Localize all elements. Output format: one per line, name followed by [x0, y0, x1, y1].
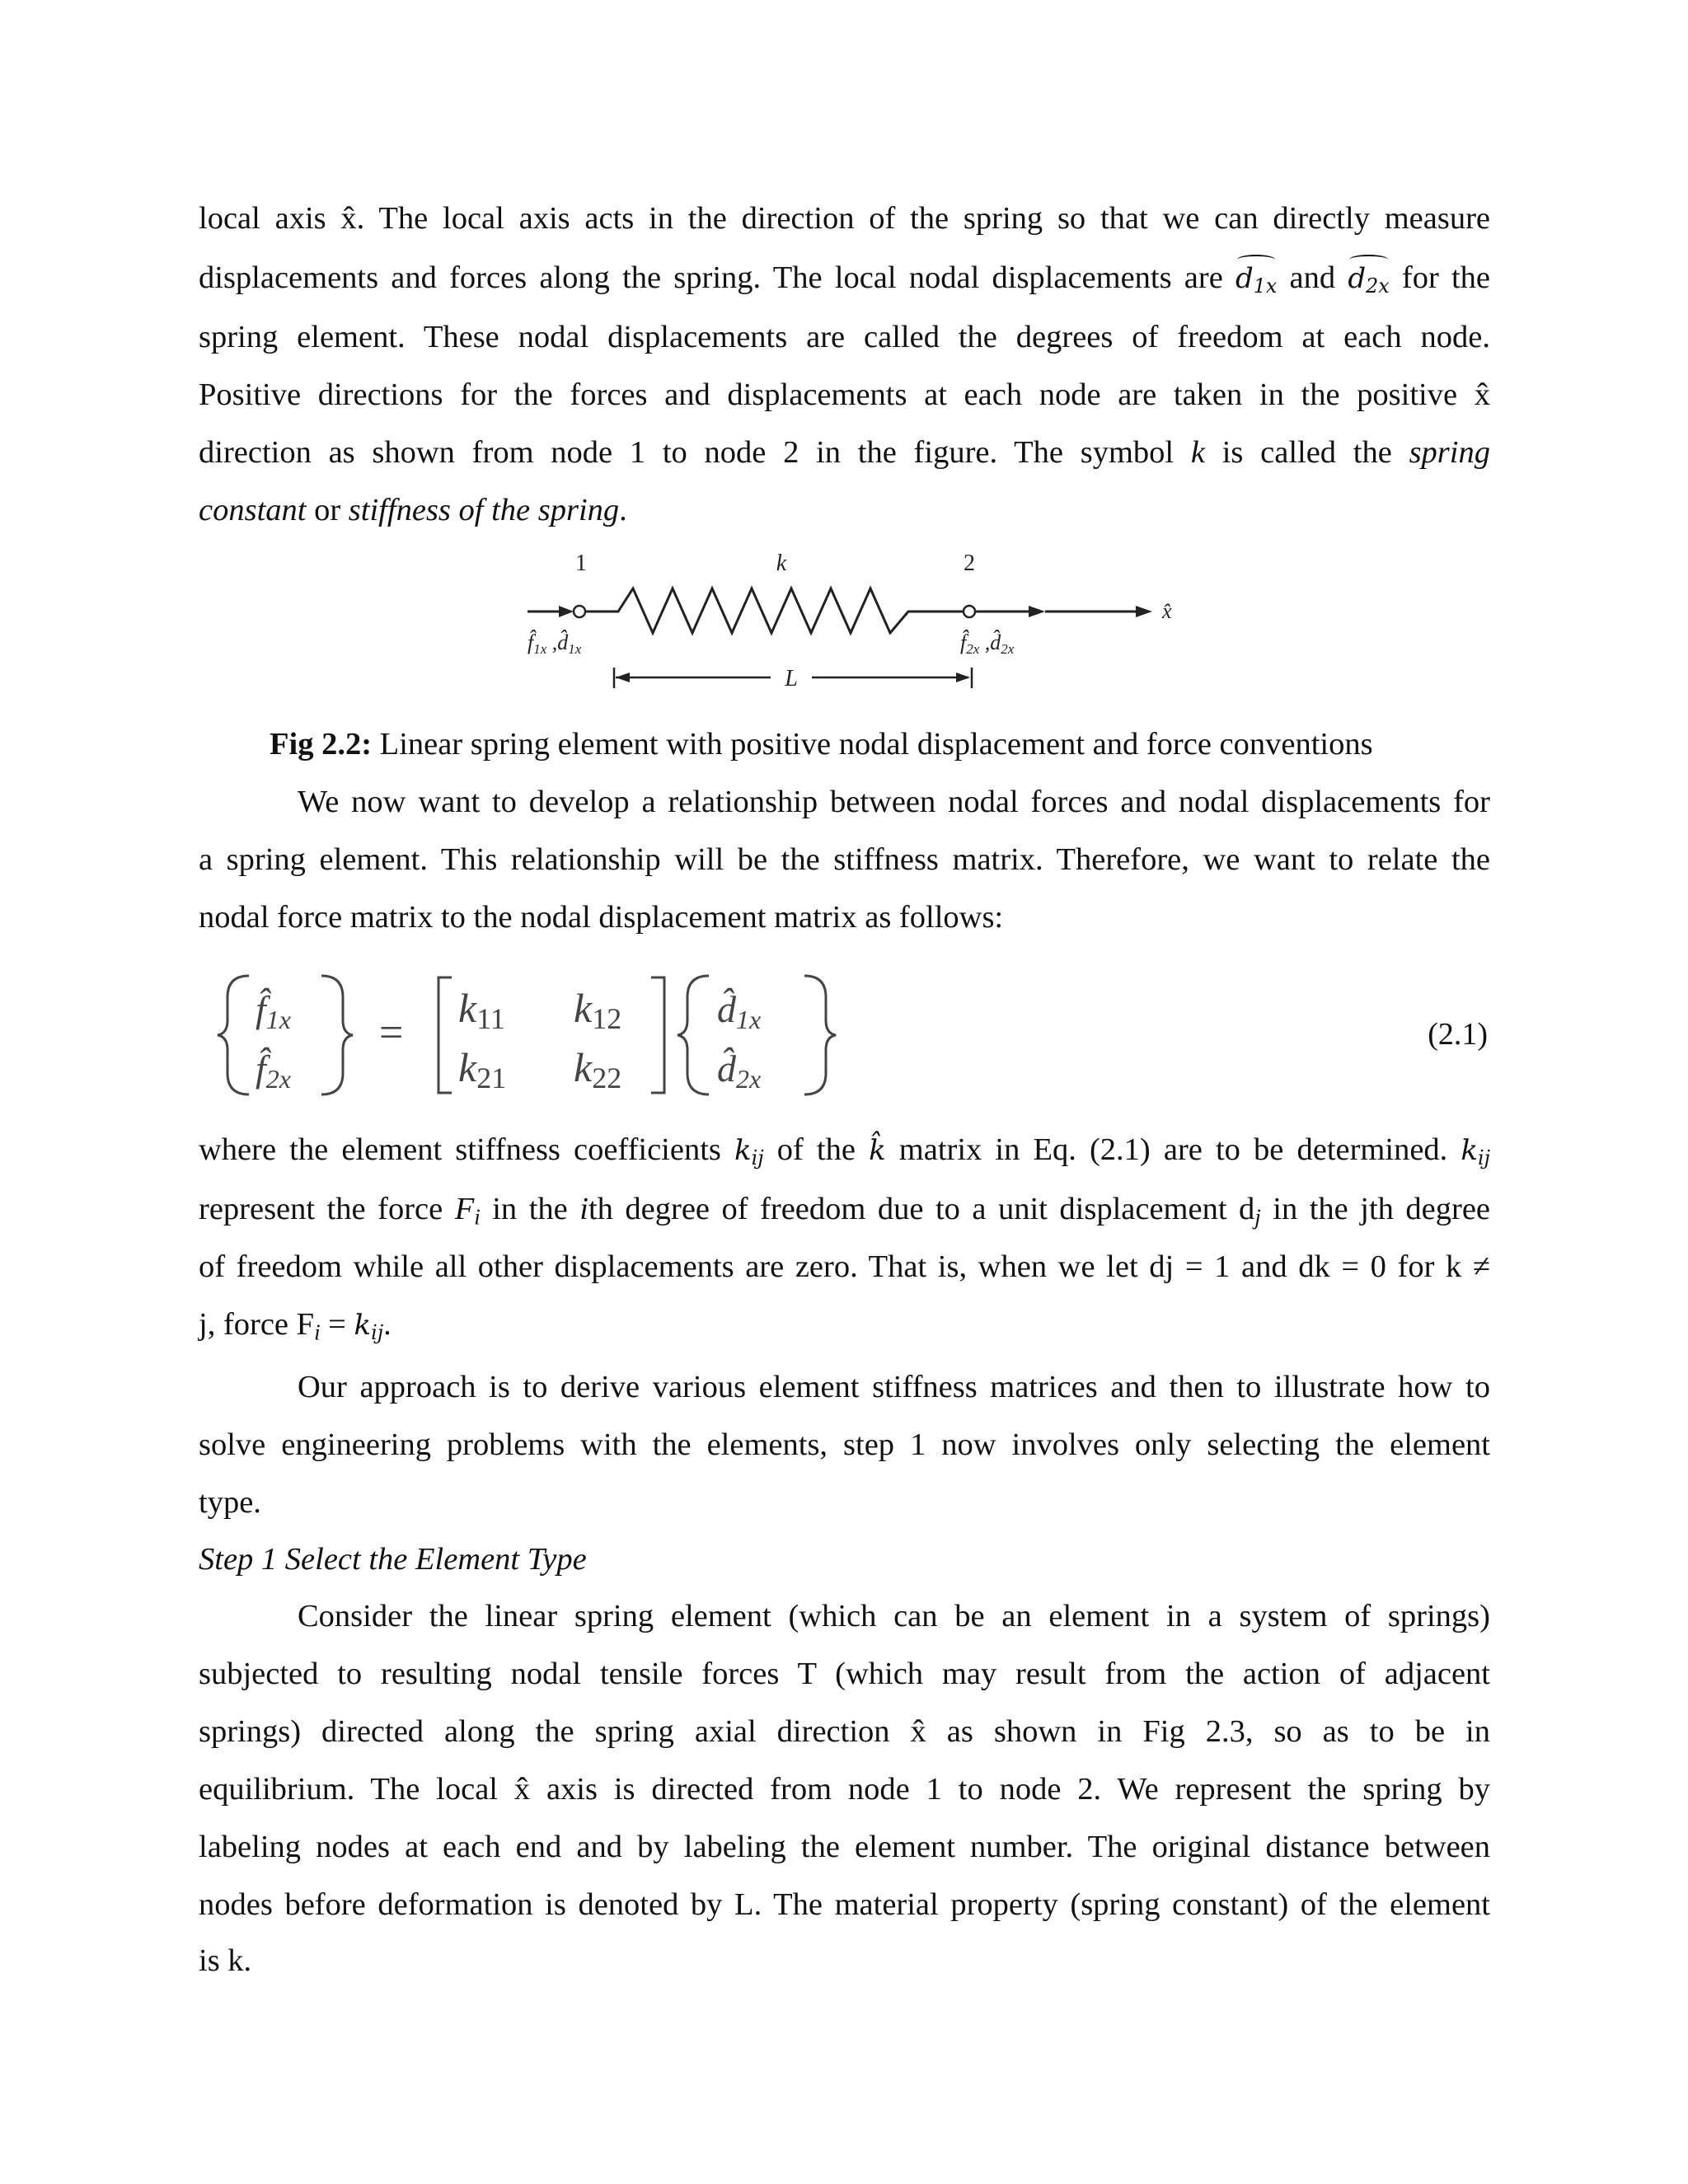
equals-sign: =: [379, 1010, 404, 1057]
paragraph-5-line-2: subjected to resulting nodal tensile forces T (which may result from the action of adjacent: [199, 1657, 1490, 1691]
paragraph-5-line-6: nodes before deformation is denoted by L. The material property (spring constant) of the element: [199, 1887, 1490, 1922]
paragraph-5-line-5: labeling nodes at each end and by labeling the element number. The original distance between: [199, 1830, 1490, 1864]
node-1-label: 1: [575, 551, 587, 576]
f2x-entry: f̂2x: [256, 1047, 291, 1094]
left-arrowhead: [559, 606, 574, 617]
paragraph-1-line-5: direction as shown from node 1 to node 2 in the figure. The symbol k is called the spring: [199, 435, 1490, 470]
paragraph-5-line-4: equilibrium. The local x̂ axis is directed from node 1 to node 2. We represent the spring by: [199, 1772, 1490, 1807]
spring-element-figure: [511, 544, 1203, 709]
k22-entry: k22: [574, 1044, 622, 1094]
paragraph-5-line-3: springs) directed along the spring axial direction x̂ as shown in Fig 2.3, so as to be in: [199, 1714, 1490, 1749]
figure-caption-label: Fig 2.2:: [270, 727, 373, 762]
paragraph-1-line-6: constant or stiffness of the spring.: [199, 493, 627, 527]
paragraph-4-line-2: solve engineering problems with the elements, step 1 now involves only selecting the element: [199, 1427, 1490, 1462]
stiffness-matrix-left-bracket: [438, 977, 452, 1093]
force-vector-left-brace: [218, 976, 249, 1094]
paragraph-1-line-4: Positive directions for the forces and displacements at each node are taken in the positive x̂: [199, 377, 1490, 412]
node-1: [574, 606, 585, 617]
spring-coil: [585, 588, 964, 633]
paragraph-3-line-2: represent the force $F_i$ in the ith degree of freedom due to a unit displacement $d_j$ in the jth degree: [199, 1192, 1491, 1230]
k11-entry: k11: [458, 985, 505, 1035]
equation-number: (2.1): [1428, 1017, 1488, 1052]
paragraph-2-line-2: a spring element. This relationship will be the stiffness matrix. Therefore, we want to relate the: [199, 842, 1490, 877]
d2x-symbol: $d_{2x}$: [1348, 260, 1389, 297]
node-2: [964, 606, 975, 617]
d1x-symbol: $d_{1x}$: [1236, 260, 1277, 297]
f1x-entry: f̂1x: [256, 988, 291, 1034]
axis-arrowhead: [1136, 606, 1152, 617]
length-right-arrowhead: [956, 673, 970, 682]
axis-x-hat-label: x̂: [1162, 599, 1172, 623]
stiffness-matrix-right-bracket: [651, 977, 664, 1093]
k21-entry: k21: [458, 1044, 507, 1094]
paragraph-1-line-3: spring element. These nodal displacements are called the degrees of freedom at each node.: [199, 320, 1490, 354]
step-1-heading: Step 1 Select the Element Type: [199, 1542, 587, 1577]
paragraph-4-line-3: type.: [199, 1485, 261, 1520]
k12-entry: k12: [574, 985, 622, 1035]
figure-caption: Fig 2.2: Linear spring element with positive nodal displacement and force conventions: [270, 727, 1373, 762]
d1x-entry: d̂1x: [717, 988, 762, 1034]
spring-constant-label: k: [776, 551, 787, 576]
paragraph-5-line-7: is k.: [199, 1943, 252, 1978]
displacement-vector-left-brace: [678, 976, 709, 1094]
displacement-vector-right-brace: [804, 976, 836, 1094]
d2x-entry: d̂2x: [717, 1047, 762, 1094]
paragraph-5-line-1: Consider the linear spring element (which can be an element in a system of springs): [298, 1599, 1490, 1633]
paragraph-3-line-3: of freedom while all other displacements are zero. That is, when we let dj = 1 and dk = 0 for k ≠: [199, 1249, 1490, 1284]
equation-2-1: [214, 964, 1500, 1104]
paragraph-2-line-1: We now want to develop a relationship between nodal forces and nodal displacements for: [298, 785, 1490, 819]
node-1-force-disp-label: f̂1x ,d̂1x: [528, 630, 582, 657]
paragraph-2-line-3: nodal force matrix to the nodal displacement matrix as follows:: [199, 900, 1004, 935]
paragraph-3-line-1: where the element stiffness coefficients $k_{ij}$ of the k̂ matrix in Eq. (2.1) are to be determined. $k_{ij}$: [199, 1132, 1491, 1169]
paragraph-4-line-1: Our approach is to derive various element stiffness matrices and then to illustrate how to: [298, 1370, 1490, 1404]
node-2-force-disp-label: f̂2x ,d̂2x: [960, 630, 1015, 657]
paragraph-1-line-2: displacements and forces along the spring. The local nodal displacements are $d_{1x}$ and $d_{2x}$ for the: [199, 260, 1490, 298]
length-label: L: [785, 666, 798, 691]
right-arrowhead: [1029, 606, 1045, 617]
paragraph-1-line-1: local axis x̂. The local axis acts in the direction of the spring so that we can directly measure: [199, 201, 1490, 236]
paragraph-3-line-4: j, force $F_i = k_{ij}$.: [199, 1307, 392, 1345]
force-vector-right-brace: [321, 976, 353, 1094]
node-2-label: 2: [964, 551, 975, 576]
